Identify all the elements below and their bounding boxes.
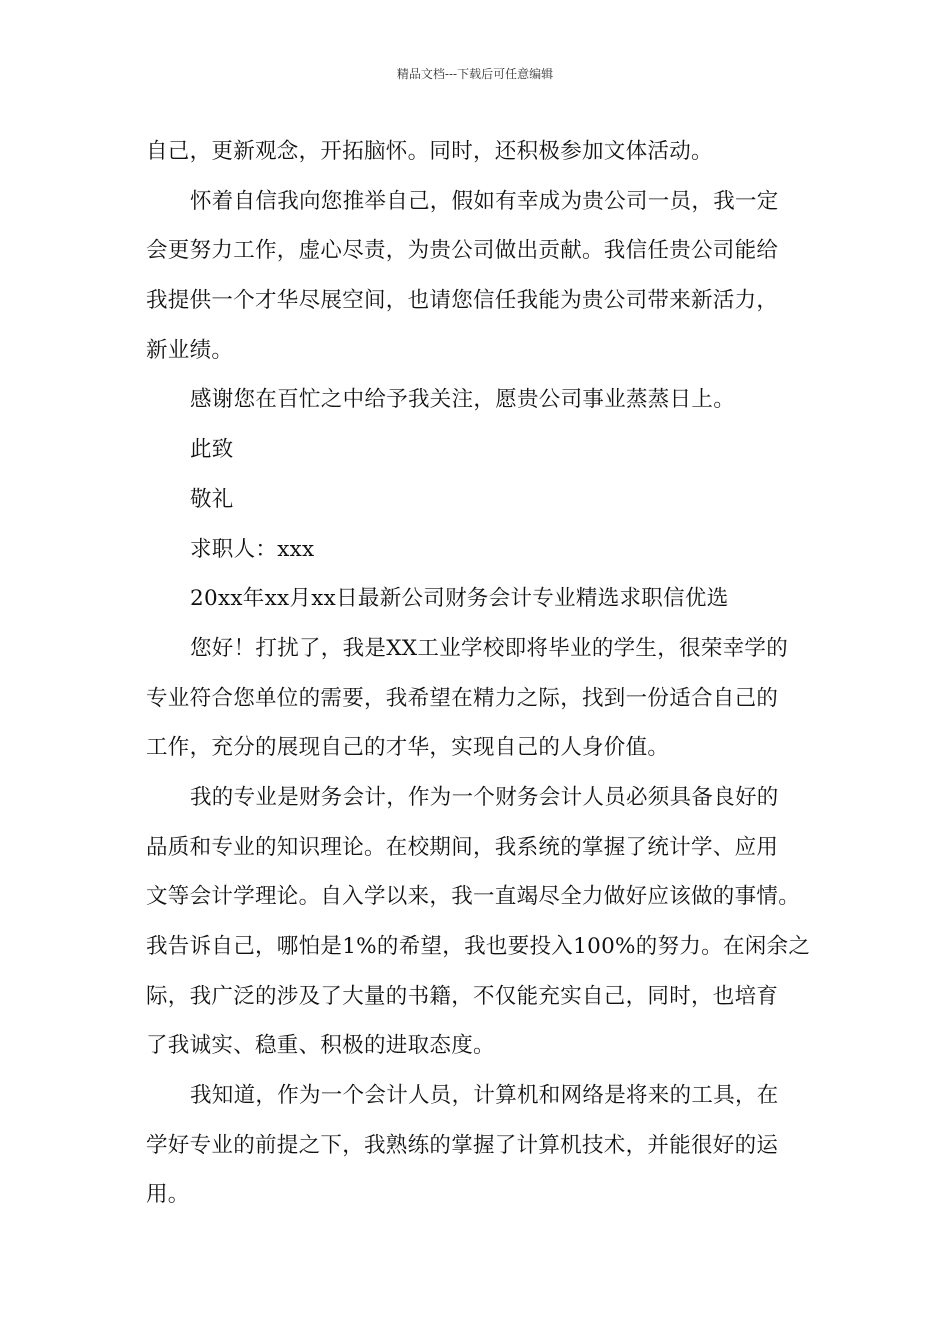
salutation-line: 敬礼 <box>190 486 234 512</box>
text-line: 感谢您在百忙之中给予我关注，愿贵公司事业蒸蒸日上。 <box>190 387 736 413</box>
text-line: 您好！打扰了，我是XX工业学校即将毕业的学生，很荣幸学的 <box>190 635 789 661</box>
text-line: 了我诚实、稳重、积极的进取态度。 <box>146 1033 495 1059</box>
text-line: 专业符合您单位的需要，我希望在精力之际，找到一份适合自己的 <box>146 685 779 711</box>
text-line: 用。 <box>146 1182 190 1208</box>
text-line: 自己，更新观念，开拓脑怀。同时，还积极参加文体活动。 <box>146 139 713 164</box>
text-line: 我的专业是财务会计，作为一个财务会计人员必须具备良好的 <box>190 784 779 810</box>
text-line: 文等会计学理论。自入学以来，我一直竭尽全力做好应该做的事情。 <box>146 884 801 910</box>
signature-line: 求职人：xxx <box>190 536 315 562</box>
text-line: 我告诉自己，哪怕是1%的希望，我也要投入100%的努力。在闲余之 <box>146 934 811 959</box>
salutation-line: 此致 <box>190 437 234 463</box>
text-line: 品质和专业的知识理论。在校期间，我系统的掌握了统计学、应用 <box>146 834 779 860</box>
page-header: 精品文档---下载后可任意编辑 <box>396 67 554 81</box>
date-title-line: 20xx年xx月xx日最新公司财务会计专业精选求职信优选 <box>190 586 729 612</box>
text-line: 怀着自信我向您推举自己，假如有幸成为贵公司一员，我一定 <box>190 188 779 214</box>
text-line: 我知道，作为一个会计人员，计算机和网络是将来的工具，在 <box>190 1083 779 1109</box>
text-line: 际，我广泛的涉及了大量的书籍，不仅能充实自己，同时，也培育 <box>146 983 779 1009</box>
text-line: 工作，充分的展现自己的才华，实现自己的人身价值。 <box>146 735 670 761</box>
text-line: 学好专业的前提之下，我熟练的掌握了计算机技术，并能很好的运 <box>146 1132 779 1158</box>
text-line: 新业绩。 <box>146 337 234 363</box>
text-line: 我提供一个才华尽展空间，也请您信任我能为贵公司带来新活力， <box>146 288 779 314</box>
document-body <box>146 127 826 1220</box>
text-line: 会更努力工作，虚心尽责，为贵公司做出贡献。我信任贵公司能给 <box>146 238 779 264</box>
